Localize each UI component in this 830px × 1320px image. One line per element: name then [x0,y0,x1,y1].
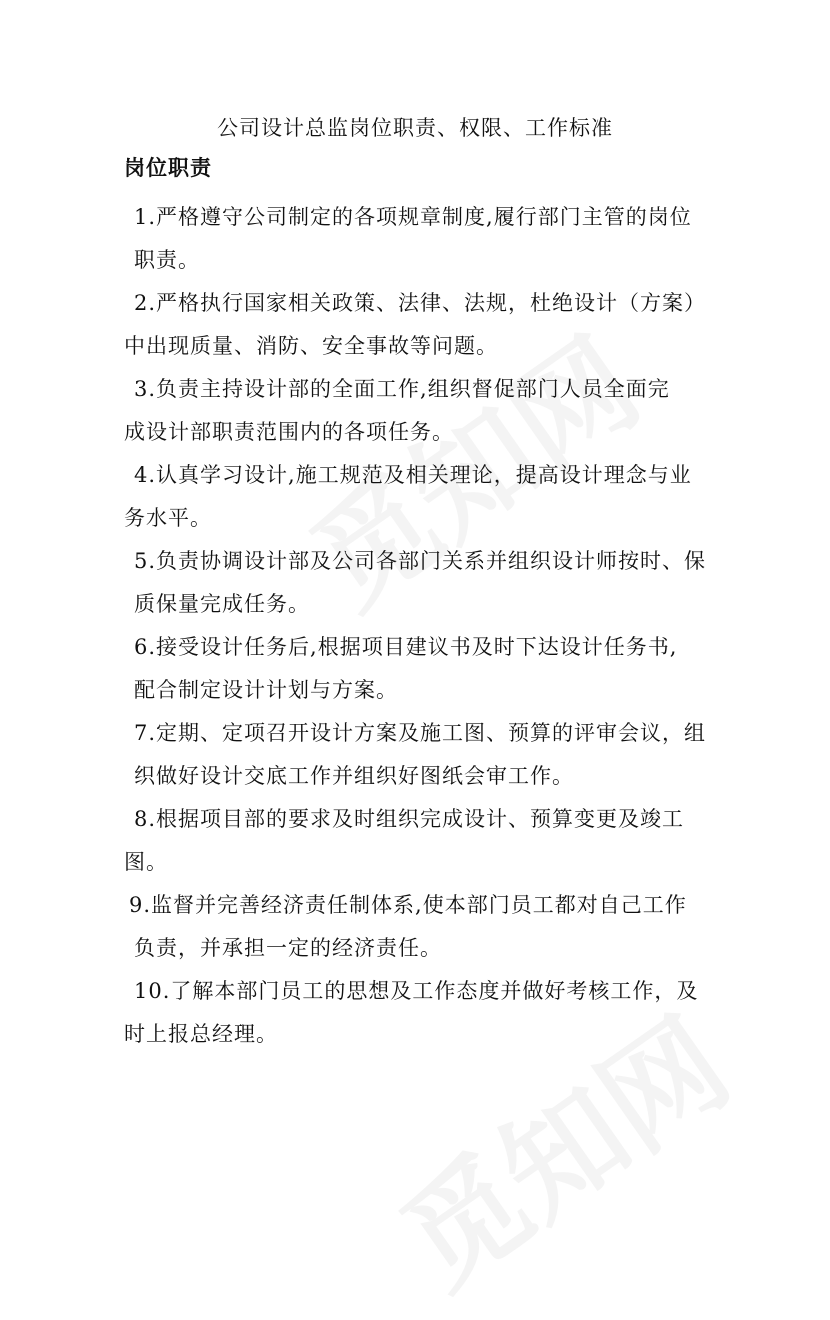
duty-item-line: 8.根据项目部的要求及时组织完成设计、预算变更及竣工 [134,807,685,831]
duty-item-line: 3.负责主持设计部的全面工作,组织督促部门人员全面完 [134,377,670,401]
duty-item [124,626,714,712]
duty-item-line: 1.严格遵守公司制定的各项规章制度,履行部门主管的岗位 [134,205,692,229]
duty-item-line: 配合制定设计计划与方案。 [134,678,398,702]
duty-item-line: 6.接受设计任务后,根据项目建议书及时下达设计任务书, [134,635,678,659]
duty-item-line: 成设计部职责范围内的各项任务。 [124,420,454,444]
duty-item-line: 时上报总经理。 [124,1022,278,1046]
duty-item-line: 织做好设计交底工作并组织好图纸会审工作。 [134,764,574,788]
duty-item-line: 负责，并承担一定的经济责任。 [134,936,442,960]
duty-item [124,884,714,970]
duty-item-line: 7.定期、定项召开设计方案及施工图、预算的评审会议，组 [134,721,707,745]
duty-item-line: 务水平。 [124,506,212,530]
duty-item [124,282,714,368]
duty-item-line: 2.严格执行国家相关政策、法律、法规，杜绝设计（方案） [134,291,707,315]
duty-item [124,712,714,798]
duty-item-line: 9.监督并完善经济责任制体系,使本部门员工都对自己工作 [129,893,687,917]
duty-item [124,970,714,1056]
duty-item [124,454,714,540]
duty-item-line: 职责。 [134,248,200,272]
document-title: 公司设计总监岗位职责、权限、工作标准 [217,116,613,140]
duty-item-line: 质保量完成任务。 [134,592,310,616]
duty-list [124,196,714,1056]
duty-item [124,368,714,454]
section-heading: 岗位职责 [124,155,212,180]
duty-item-line: 10.了解本部门员工的思想及工作态度并做好考核工作，及 [134,979,699,1003]
duty-item-line: 5.负责协调设计部及公司各部门关系并组织设计师按时、保 [134,549,707,573]
duty-item [124,798,714,884]
duty-item-line: 中出现质量、消防、安全事故等问题。 [124,334,498,358]
duty-item [124,196,714,282]
duty-item [124,540,714,626]
duty-item-line: 图。 [124,850,168,874]
duty-item-line: 4.认真学习设计,施工规范及相关理论，提高设计理念与业 [134,463,692,487]
